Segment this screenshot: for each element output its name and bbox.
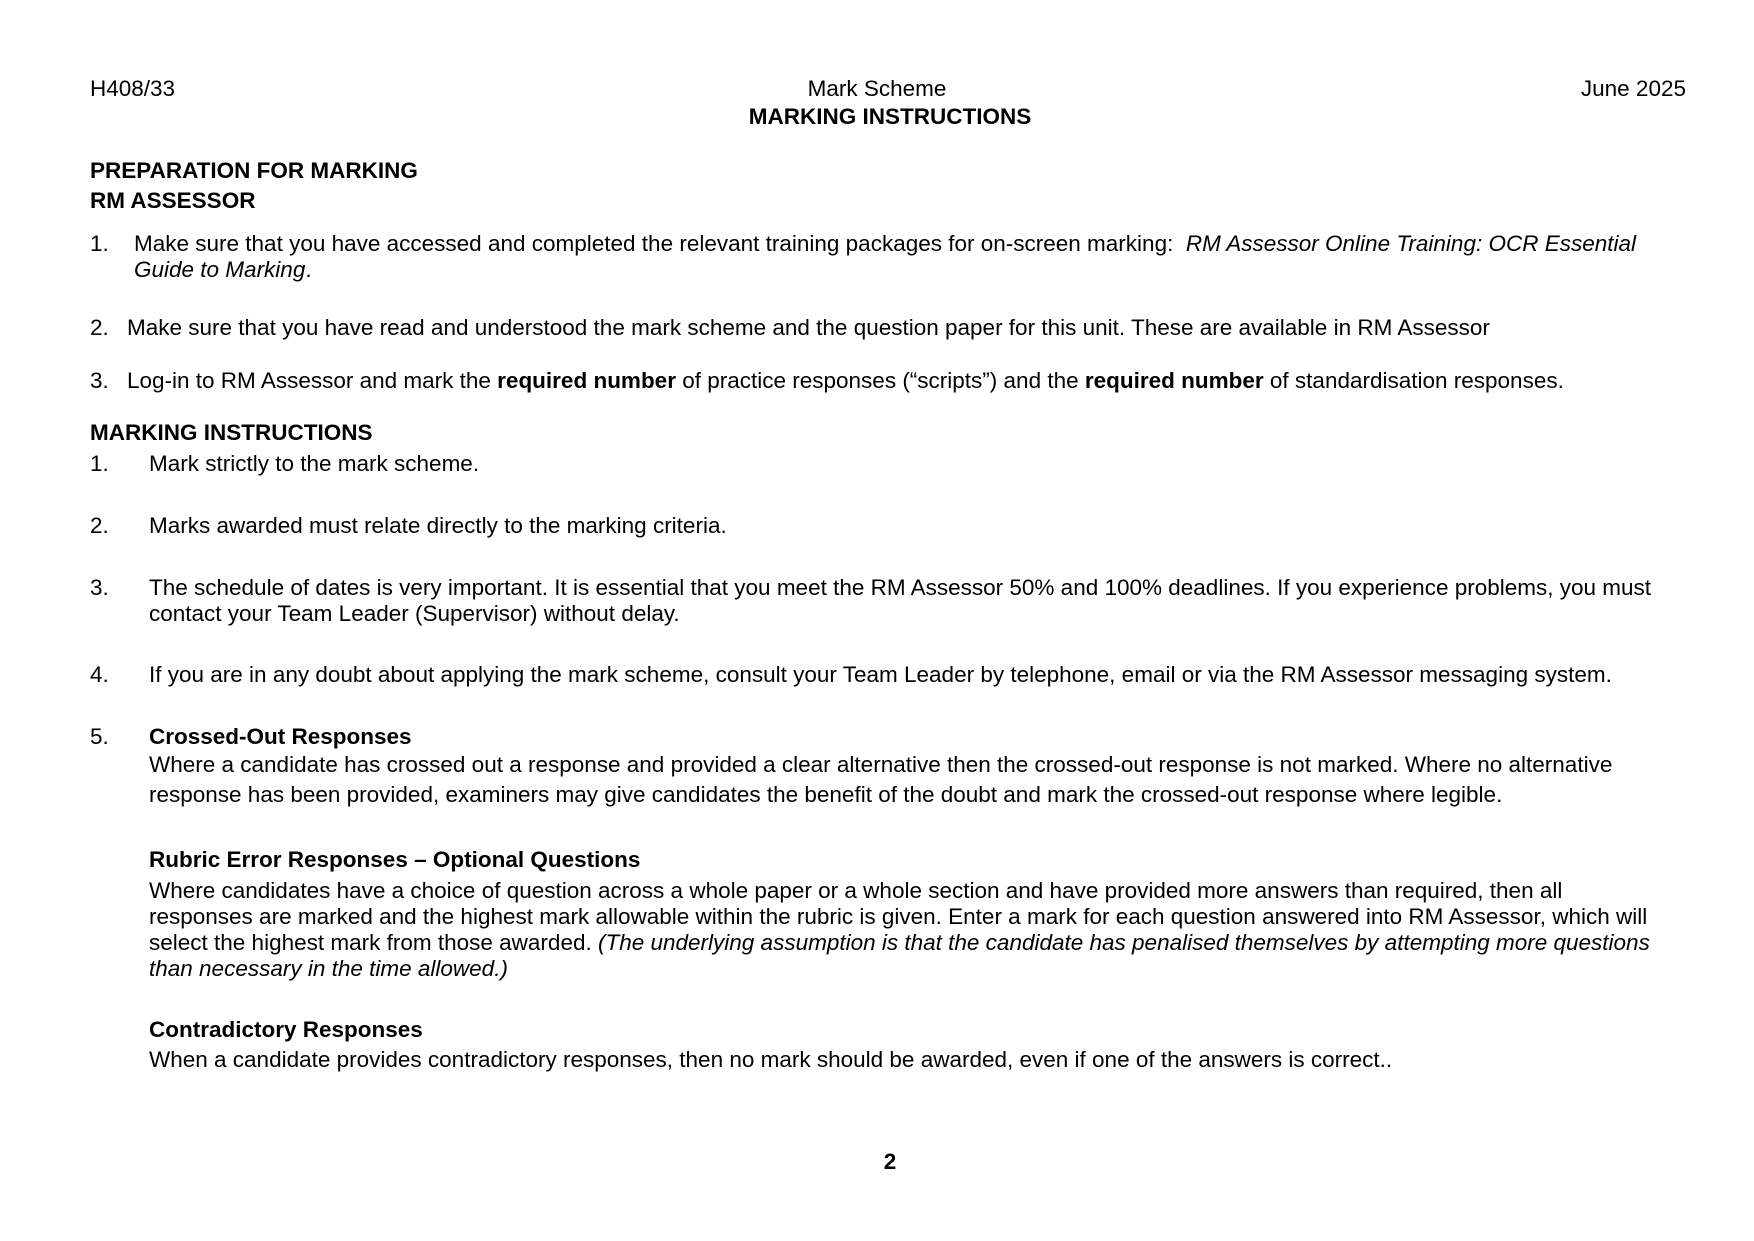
prep-item-number: 2. [90,315,109,340]
marking-item-number: 5. [90,724,109,749]
document-code: H408/33 [90,76,176,101]
rubric-italic: (The underlying assumption is that the candidate has penalised themselves by attempting more questions [597,930,1650,955]
marking-item-text: The schedule of dates is very important. It is essential that you meet the RM Assessor 50% and 100% deadlines. If you experience problems, you must [149,575,1652,600]
marking-item-text: contact your Team Leader (Supervisor) without delay. [149,601,680,626]
marking-item-number: 1. [90,451,109,476]
marking-item-text: Marks awarded must relate directly to the marking criteria. [149,513,727,538]
marking-item-number: 4. [90,662,109,687]
rm-assessor-heading: RM ASSESSOR [90,188,256,213]
document-title: Mark Scheme [807,76,947,101]
rubric-text: responses are marked and the highest mark allowable within the rubric is given. Enter a mark for each question answered into RM Assessor, which will [149,904,1648,929]
prep-item-number: 1. [90,231,109,256]
crossed-out-heading: Crossed-Out Responses [149,724,412,749]
prep-item-bold: required number [1084,368,1264,393]
section-subtitle: MARKING INSTRUCTIONS [748,104,1032,129]
marking-item-text: If you are in any doubt about applying the mark scheme, consult your Team Leader by telephone, email or via the RM Assessor messaging system. [149,662,1612,687]
prep-item-italic-cont: Guide to Marking [134,257,306,282]
prep-item-text: of standardisation responses. [1263,368,1564,393]
rubric-text: Where candidates have a choice of question across a whole paper or a whole section and have provided more answers than required, then all [149,878,1563,903]
marking-item-number: 2. [90,513,109,538]
marking-item-text: response has been provided, examiners may give candidates the benefit of the doubt and mark the crossed-out response where legible. [149,782,1503,807]
marking-item-text: Where a candidate has crossed out a response and provided a clear alternative then the crossed-out response is not marked. Where no alternative [149,752,1613,777]
prep-item-bold: required number [497,368,676,393]
prep-item-text: of practice responses (“scripts”) and the [675,368,1085,393]
prep-item-text: Make sure that you have read and understood the mark scheme and the question paper for this unit. These are available in RM Assessor [127,315,1490,340]
rubric-italic: than necessary in the time allowed.) [149,956,508,981]
preparation-heading: PREPARATION FOR MARKING [90,158,418,183]
contradictory-text: When a candidate provides contradictory responses, then no mark should be awarded, even if one of the answers is correct.. [149,1047,1393,1072]
marking-item-number: 3. [90,575,109,600]
prep-item-end: . [305,257,312,282]
prep-item-text: Log-in to RM Assessor and mark the [127,368,498,393]
page-number: 2 [883,1149,897,1174]
marking-heading: MARKING INSTRUCTIONS [90,420,373,445]
contradictory-heading: Contradictory Responses [149,1017,423,1042]
marking-item-text: Mark strictly to the mark scheme. [149,451,480,476]
document-date: June 2025 [1580,76,1686,101]
prep-item-number: 3. [90,368,109,393]
rubric-text: select the highest mark from those awarded. [149,930,598,955]
prep-item-italic: RM Assessor Online Training: OCR Essential [1185,231,1637,256]
prep-item-text: Make sure that you have accessed and completed the relevant training packages for on-screen marking: [134,231,1174,256]
rubric-heading: Rubric Error Responses – Optional Questions [149,847,641,872]
